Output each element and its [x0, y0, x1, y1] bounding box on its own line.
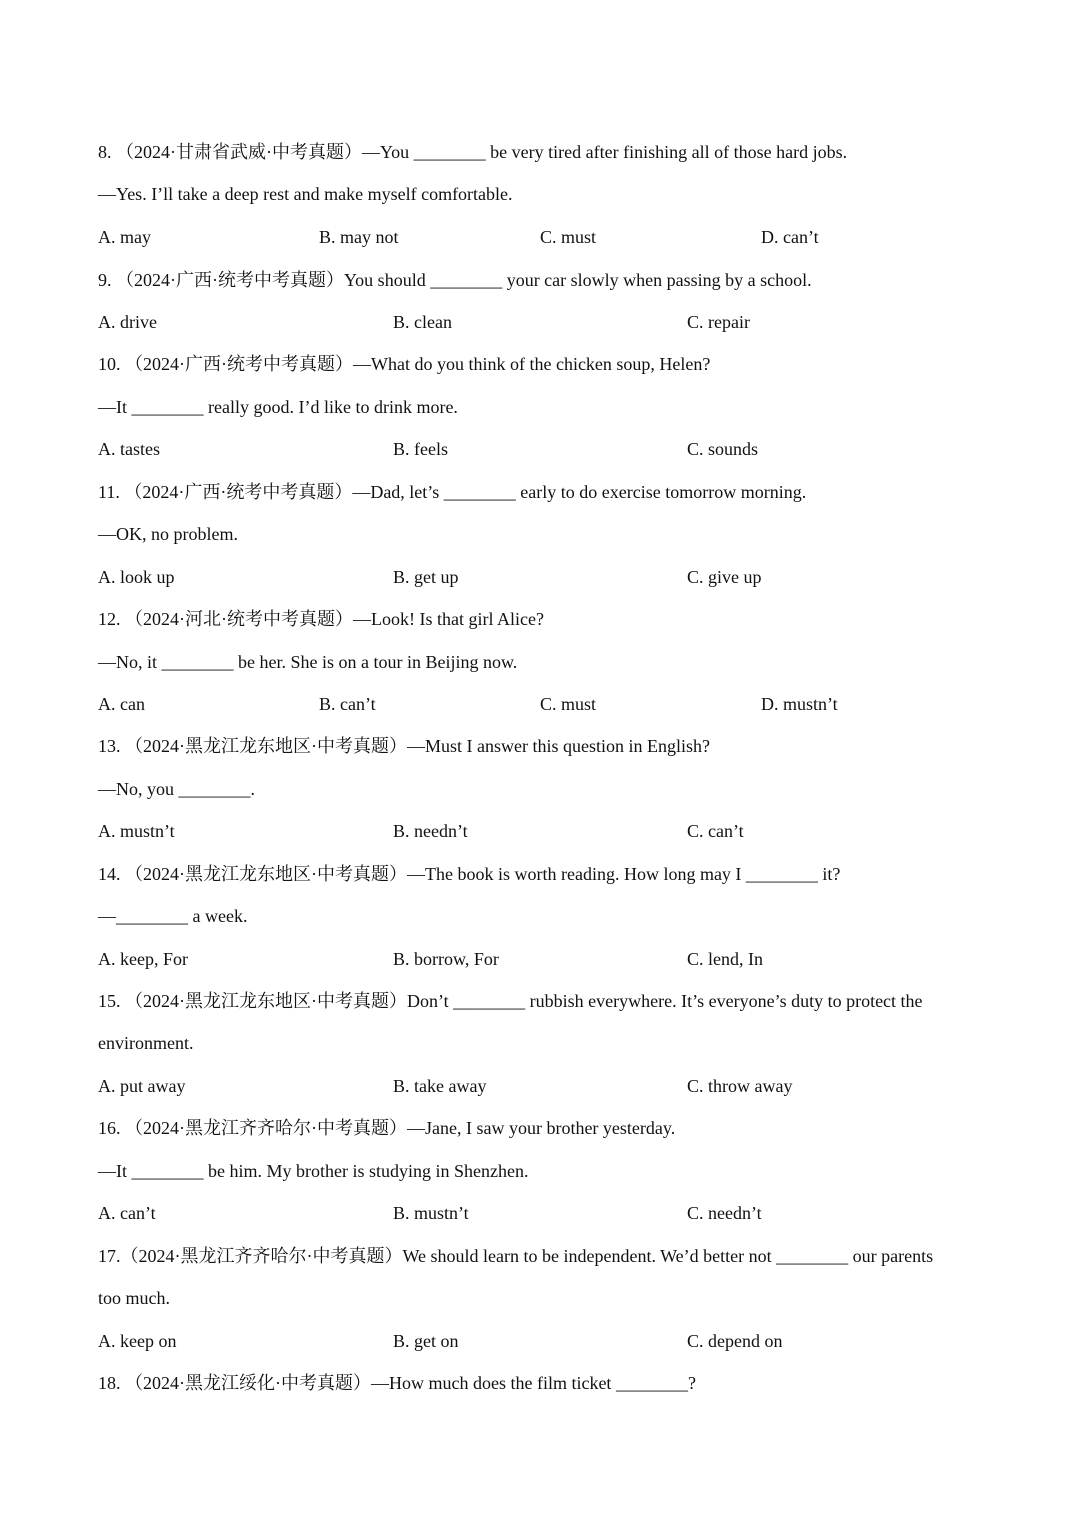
answer-option: B. can’t: [319, 694, 376, 714]
question-stem: 8. （2024·甘肃省武威·中考真题）—You ________ be very tired after finishing all of those hard jobs.: [98, 142, 848, 162]
question-line: —No, it ________ be her. She is on a tour in Beijing now.: [98, 652, 518, 672]
answer-option: A. mustn’t: [98, 821, 175, 841]
question-line: environment.: [98, 1033, 194, 1053]
answer-option: D. mustn’t: [761, 694, 838, 714]
answer-option: C. give up: [687, 567, 762, 587]
answer-option: C. can’t: [687, 821, 744, 841]
answer-option: C. repair: [687, 312, 750, 332]
answer-option: A. tastes: [98, 439, 160, 459]
question-stem: 16. （2024·黑龙江齐齐哈尔·中考真题）—Jane, I saw your brother yesterday.: [98, 1118, 676, 1138]
answer-option: B. mustn’t: [393, 1203, 469, 1223]
question-line: —It ________ be him. My brother is studying in Shenzhen.: [98, 1161, 529, 1181]
answer-option: B. feels: [393, 439, 448, 459]
answer-option: A. drive: [98, 312, 157, 332]
answer-option: A. put away: [98, 1076, 186, 1096]
question-line: —It ________ really good. I’d like to drink more.: [98, 397, 458, 417]
answer-option: C. lend, In: [687, 949, 763, 969]
question-line: —Yes. I’ll take a deep rest and make myself comfortable.: [98, 184, 513, 204]
question-stem: 15. （2024·黑龙江龙东地区·中考真题）Don’t ________ rubbish everywhere. It’s everyone’s duty to protect the: [98, 991, 923, 1011]
question-stem: 12. （2024·河北·统考中考真题）—Look! Is that girl Alice?: [98, 609, 544, 629]
question-stem: 13. （2024·黑龙江龙东地区·中考真题）—Must I answer this question in English?: [98, 736, 710, 756]
answer-option: A. look up: [98, 567, 175, 587]
question-stem: 18. （2024·黑龙江绥化·中考真题）—How much does the film ticket ________?: [98, 1373, 696, 1393]
answer-option: C. throw away: [687, 1076, 793, 1096]
answer-option: B. may not: [319, 227, 399, 247]
question-stem: 11. （2024·广西·统考中考真题）—Dad, let’s ________ early to do exercise tomorrow morning.: [98, 482, 807, 502]
answer-option: A. keep, For: [98, 949, 188, 969]
question-stem: 9. （2024·广西·统考中考真题）You should ________ your car slowly when passing by a school.: [98, 270, 812, 290]
answer-option: C. must: [540, 227, 597, 247]
answer-option: B. take away: [393, 1076, 487, 1096]
answer-option: D. can’t: [761, 227, 819, 247]
answer-option: B. get up: [393, 567, 459, 587]
answer-option: A. may: [98, 227, 151, 247]
question-stem: 14. （2024·黑龙江龙东地区·中考真题）—The book is worth reading. How long may I ________ it?: [98, 864, 841, 884]
answer-option: A. can: [98, 694, 145, 714]
question-stem: 10. （2024·广西·统考中考真题）—What do you think of the chicken soup, Helen?: [98, 354, 711, 374]
answer-option: C. depend on: [687, 1331, 783, 1351]
answer-option: C. must: [540, 694, 597, 714]
question-stem: 17.（2024·黑龙江齐齐哈尔·中考真题）We should learn to be independent. We’d better not ________ our parents: [98, 1246, 934, 1266]
question-line: too much.: [98, 1288, 170, 1308]
answer-option: C. sounds: [687, 439, 759, 459]
answer-option: A. can’t: [98, 1203, 156, 1223]
answer-option: B. get on: [393, 1331, 459, 1351]
answer-option: A. keep on: [98, 1331, 177, 1351]
question-line: —________ a week.: [98, 906, 248, 926]
answer-option: B. needn’t: [393, 821, 468, 841]
answer-option: B. borrow, For: [393, 949, 499, 969]
question-line: —OK, no problem.: [98, 524, 238, 544]
answer-option: B. clean: [393, 312, 452, 332]
question-line: —No, you ________.: [98, 779, 255, 799]
answer-option: C. needn’t: [687, 1203, 762, 1223]
